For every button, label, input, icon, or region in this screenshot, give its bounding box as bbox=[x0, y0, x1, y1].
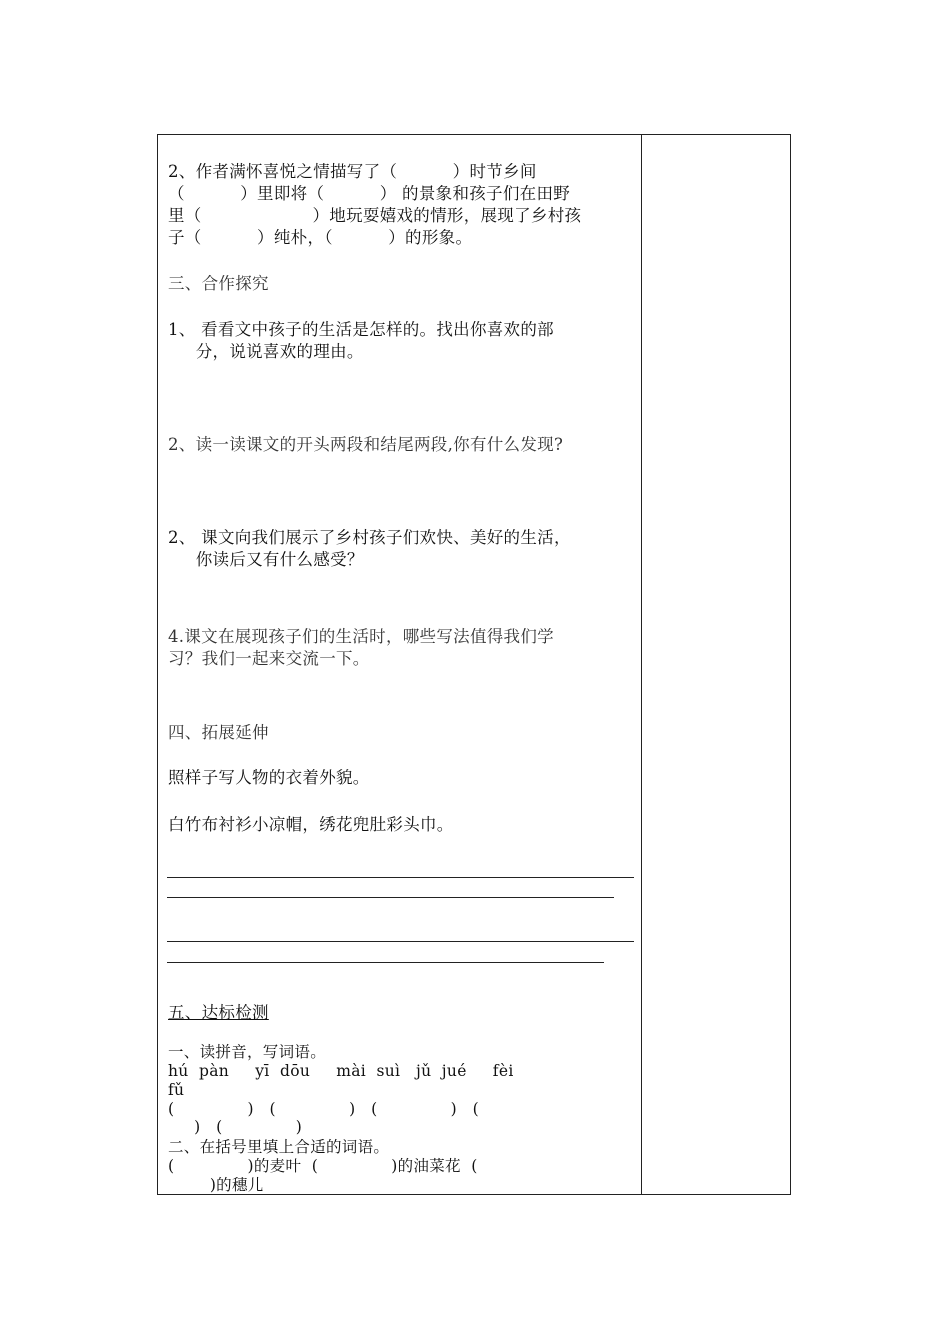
answer-line-1[interactable] bbox=[167, 877, 634, 878]
section-3-q4-line-1: 4.课文在展现孩子们的生活时，哪些写法值得我们学 bbox=[168, 627, 554, 646]
q2-fill-line-2: （ ）里即将（ ） 的景象和孩子们在田野 bbox=[168, 184, 571, 203]
section-5-sub-2: 二、在括号里填上合适的词语。 bbox=[168, 1138, 390, 1156]
section-5-title: 五、达标检测 bbox=[168, 1003, 269, 1022]
section-3-q3-line-2: 你读后又有什么感受？ bbox=[168, 550, 364, 569]
fill-line-2: )的穗儿 bbox=[168, 1176, 264, 1194]
notes-cell[interactable] bbox=[642, 135, 790, 1194]
answer-line-2[interactable] bbox=[167, 897, 614, 898]
brackets-line-1: ( ) ( ) ( ) ( bbox=[168, 1100, 480, 1118]
section-4-example: 白竹布衬衫小凉帽，绣花兜肚彩头巾。 bbox=[168, 815, 454, 834]
section-3-title: 三、合作探究 bbox=[168, 274, 269, 293]
answer-line-4[interactable] bbox=[167, 962, 604, 963]
section-4-instruction: 照样子写人物的衣着外貌。 bbox=[168, 768, 370, 787]
q2-fill-line-4: 子（ ）纯朴，（ ）的形象。 bbox=[168, 228, 473, 247]
content-cell bbox=[158, 135, 641, 1194]
section-3-q1-line-2: 分，说说喜欢的理由。 bbox=[168, 342, 364, 361]
section-3-q4-line-2: 习？我们一起来交流一下。 bbox=[168, 649, 370, 668]
pinyin-line-1: hú pàn yī dōu mài suì jǔ jué fèi bbox=[168, 1062, 514, 1080]
answer-line-3[interactable] bbox=[167, 941, 634, 942]
section-3-q2: 2、读一读课文的开头两段和结尾两段,你有什么发现? bbox=[168, 435, 564, 454]
brackets-line-2: ) ( ) bbox=[168, 1118, 303, 1136]
q2-fill-line-3: 里（ ）地玩耍嬉戏的情形，展现了乡村孩 bbox=[168, 206, 582, 225]
section-3-q1-line-1: 1、 看看文中孩子的生活是怎样的。找出你喜欢的部 bbox=[168, 320, 554, 339]
pinyin-line-2: fǔ bbox=[168, 1081, 185, 1099]
section-4-title: 四、拓展延伸 bbox=[168, 723, 269, 742]
section-3-q3-line-1: 2、 课文向我们展示了乡村孩子们欢快、美好的生活， bbox=[168, 528, 571, 547]
q2-fill-line-1: 2、作者满怀喜悦之情描写了（ ）时节乡间 bbox=[168, 162, 537, 181]
worksheet-table bbox=[157, 134, 791, 1195]
section-5-sub-1: 一、读拼音，写词语。 bbox=[168, 1043, 327, 1061]
fill-line-1: ( )的麦叶 ( )的油菜花 ( bbox=[168, 1157, 478, 1175]
